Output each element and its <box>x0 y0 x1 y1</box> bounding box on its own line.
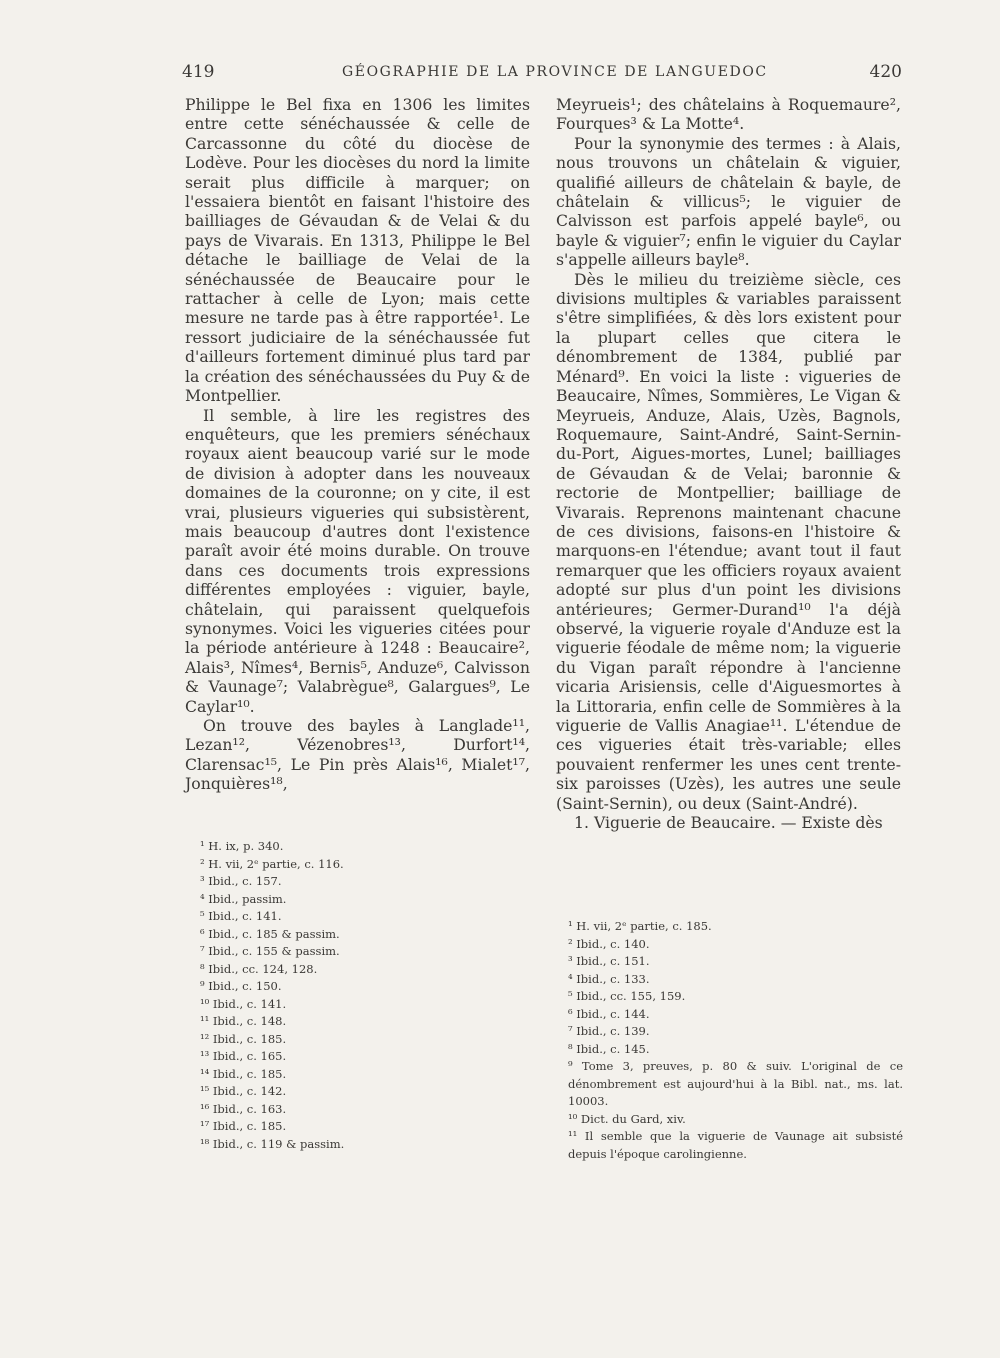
footnote: ¹⁰ Ibid., c. 141. <box>200 996 287 1011</box>
footnote: ¹¹ Il semble que la viguerie de Vaunage ait subsisté depuis l'époque carolingienne. <box>568 1129 903 1161</box>
footnote: ¹ H. ix, p. 340. <box>200 839 284 853</box>
footnote: ⁸ Ibid., cc. 124, 128. <box>200 961 318 976</box>
left-column <box>185 95 530 794</box>
footnote: ⁸ Ibid., c. 145. <box>568 1041 650 1056</box>
footnote: ³ Ibid., c. 151. <box>568 954 650 968</box>
running-header <box>182 62 902 88</box>
footnote: ¹⁴ Ibid., c. 185. <box>200 1066 287 1081</box>
footnote: ⁵ Ibid., c. 141. <box>200 909 282 923</box>
footnote: ⁹ Ibid., c. 150. <box>200 979 282 993</box>
footnote: ¹¹ Ibid., c. 148. <box>200 1014 287 1028</box>
section-heading-viguerie-beaucaire: 1. Viguerie de Beaucaire. — Existe dès <box>574 813 883 833</box>
footnote: ⁴ Ibid., c. 133. <box>568 971 650 986</box>
footnote: ⁷ Ibid., c. 155 & passim. <box>200 944 340 958</box>
footnote: ³ Ibid., c. 157. <box>200 874 282 888</box>
right-column <box>556 95 901 832</box>
page-number-right: 420 <box>869 62 902 82</box>
footnote: ⁹ Tome 3, preuves, p. 80 & suiv. L'original de ce dénombrement est aujourd'hui à la Bibl. nat., ms. lat. 10003. <box>568 1059 903 1108</box>
footnote: ¹³ Ibid., c. 165. <box>200 1049 287 1063</box>
footnote: ¹⁰ Dict. du Gard, xiv. <box>568 1111 686 1126</box>
paragraph: On trouve des bayles à Langlade¹¹, Lezan¹², Vézenobres¹³, Durfort¹⁴, Clarensac¹⁵, Le Pin près Alais¹⁶, Mialet¹⁷, Jonquières¹⁸, <box>185 716 530 794</box>
paragraph: Pour la synonymie des termes : à Alais, nous trouvons un châtelain & viguier, qualifié ailleurs de châtelain & bayle, de châtelain & villicus⁵; le viguier de Calvisson est parfois appelé bayle⁶, ou bayle & viguier⁷; enfin le viguier du Caylar s'appelle ailleurs bayle⁸. <box>556 133 901 270</box>
footnote: ⁶ Ibid., c. 144. <box>568 1006 650 1021</box>
footnote: ⁷ Ibid., c. 139. <box>568 1024 650 1038</box>
paragraph: Dès le milieu du treizième siècle, ces divisions multiples & variables paraissent s'être simplifiées, & dès lors existent pour la plupart celles que citera le dénombrement de 1384, publié par Ménard⁹. En voici la liste : vigueries de Beaucaire, Nîmes, Sommières, Le Vigan & Meyrueis, Anduze, Alais, Uzès, Bagnols, Roquemaure, Saint-André, Saint-Sernin-du-Port, Aigues-mortes, Lunel; bailliages de Gévaudan & de Velai; baronnie & rectorie de Montpellier; bailliage de Vivarais. Reprenons maintenant chacune de ces divisions, faisons-en l'histoire & marquons-en l'étendue; avant tout il faut remarquer que les officiers royaux avaient adopté sur plus d'un point les divisions antérieures; Germer-Durand¹⁰ l'a déjà observé, la viguerie royale d'Anduze est la viguerie féodale de même nom; la viguerie du Vigan paraît répondre à l'ancienne vicaria Arisiensis, celle d'Aiguesmortes à la Littoraria, enfin celle de Sommières à la viguerie de Vallis Anagiae¹¹. L'étendue de ces vigueries était très-variable; elles pouvaient renfermer les unes cent trente-six paroisses (Uzès), les autres une seule (Saint-Sernin), ou deux (Saint-André). <box>556 269 901 813</box>
footnote: ² H. vii, 2ᵉ partie, c. 116. <box>200 856 344 871</box>
footnote: ¹⁵ Ibid., c. 142. <box>200 1084 287 1098</box>
running-title: GÉOGRAPHIE DE LA PROVINCE DE LANGUEDOC <box>342 64 768 80</box>
paragraph: Philippe le Bel fixa en 1306 les limites entre cette sénéchaussée & celle de Carcassonne du côté du diocèse de Lodève. Pour les diocèses du nord la limite serait plus difficile à marquer; on l'essaiera bientôt en faisant l'histoire des bailliages de Gévaudan & de Velai & du pays de Vivarais. En 1313, Philippe le Bel détache le bailliage de Velai de la sénéchaussée de Beaucaire pour le rattacher à celle de Lyon; mais cette mesure ne tarde pas à être rapportée¹. Le ressort judiciaire de la sénéchaussée fut d'ailleurs fortement diminué plus tard par la création des sénéchaussées du Puy & de Montpellier. <box>185 95 530 406</box>
footnote: ⁴ Ibid., passim. <box>200 891 287 906</box>
footnote: ² Ibid., c. 140. <box>568 936 650 951</box>
paragraph: Il semble, à lire les registres des enquêteurs, que les premiers sénéchaux royaux aient beaucoup varié sur le mode de division à adopter dans les nouveaux domaines de la couronne; on y cite, il est vrai, plusieurs vigueries qui subsistèrent, mais beaucoup d'autres dont l'existence paraît avoir été moins durable. On trouve dans ces documents trois expressions différentes employées : viguier, bayle, châtelain, qui paraissent quelquefois synonymes. Voici les vigueries citées pour la période antérieure à 1248 : Beaucaire², Alais³, Nîmes⁴, Bernis⁵, Anduze⁶, Calvisson & Vaunage⁷; Valabrègue⁸, Galargues⁹, Le Caylar¹⁰. <box>185 405 530 716</box>
footnote: ¹⁶ Ibid., c. 163. <box>200 1101 287 1116</box>
footnotes-left <box>200 838 545 1153</box>
footnote: ¹ H. vii, 2ᵉ partie, c. 185. <box>568 919 712 933</box>
paragraph: Meyrueis¹; des châtelains à Roquemaure², Fourques³ & La Motte⁴. <box>556 95 901 134</box>
footnotes-right <box>568 918 903 1163</box>
footnote: ¹² Ibid., c. 185. <box>200 1031 287 1046</box>
footnote: ⁶ Ibid., c. 185 & passim. <box>200 926 340 941</box>
footnote: ¹⁷ Ibid., c. 185. <box>200 1119 287 1133</box>
footnote: ¹⁸ Ibid., c. 119 & passim. <box>200 1136 345 1151</box>
footnote: ⁵ Ibid., cc. 155, 159. <box>568 989 686 1003</box>
page-number-left: 419 <box>182 62 215 82</box>
